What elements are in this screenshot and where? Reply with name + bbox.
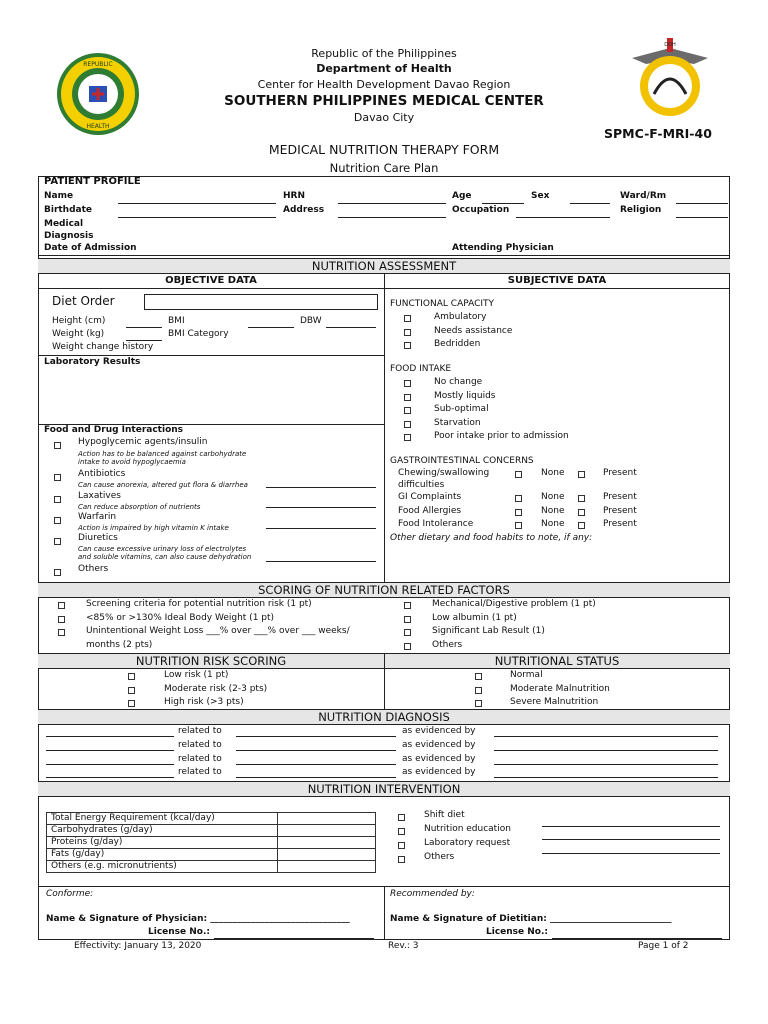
birthdate-label: Birthdate [44, 205, 93, 215]
address-field[interactable] [338, 217, 446, 218]
drug-item [52, 564, 382, 578]
signs-field[interactable] [494, 736, 718, 737]
checkbox[interactable] [404, 315, 411, 322]
problem-field[interactable] [46, 777, 174, 778]
related-label: related to [178, 739, 222, 750]
medical-label: Medical [44, 219, 84, 229]
gi-table [398, 468, 728, 533]
etiology-field[interactable] [236, 736, 396, 737]
option-label: Shift diet [424, 810, 465, 820]
religion-field[interactable] [676, 217, 728, 218]
drug-list [52, 437, 382, 578]
ward-field[interactable] [676, 203, 728, 204]
checkbox[interactable] [404, 329, 411, 336]
hrn-label: HRN [283, 191, 305, 201]
occupation-label: Occupation [452, 205, 510, 215]
option-label: Moderate risk (2-3 pts) [164, 683, 268, 694]
drug-field[interactable] [266, 507, 376, 508]
option-label: Normal [510, 670, 543, 680]
checkbox[interactable] [475, 673, 482, 680]
drug-note: intake to avoid hypoglycaemia [78, 458, 186, 466]
objective-data-header: OBJECTIVE DATA [165, 275, 257, 286]
weight-label: Weight (kg) [52, 329, 105, 339]
none-checkbox[interactable] [515, 495, 522, 502]
list-item [398, 824, 724, 838]
intervention-band: NUTRITION INTERVENTION [38, 781, 730, 797]
evidenced-label: as evidenced by [402, 739, 476, 750]
related-label: related to [178, 753, 222, 764]
physician-label: Attending Physician [452, 243, 554, 253]
svg-text:DOH: DOH [664, 42, 676, 48]
option-label: No change [434, 377, 483, 387]
gi-label: Chewing/swallowing [398, 468, 490, 478]
checkbox[interactable] [404, 421, 411, 428]
list-item [404, 626, 724, 640]
dietitian-signature-label: Name & Signature of Dietitian: ___________________________ [390, 914, 672, 924]
checkbox[interactable] [54, 496, 61, 503]
checkbox[interactable] [58, 629, 65, 636]
checkbox[interactable] [404, 394, 411, 401]
gi-concerns-title: GASTROINTESTINAL CONCERNS [390, 456, 534, 466]
republic-line: Republic of the Philippines [311, 47, 457, 60]
drug-name: Laxatives [78, 491, 121, 501]
checkbox[interactable] [54, 442, 61, 449]
patient-profile-title: PATIENT PROFILE [44, 176, 141, 187]
physician-signature-label: Name & Signature of Physician: _______________________________ [46, 914, 350, 924]
evidenced-label: as evidenced by [402, 767, 476, 778]
none-label: None [541, 492, 565, 502]
row-value[interactable] [278, 861, 376, 873]
food-intake-title: FOOD INTAKE [390, 364, 452, 374]
diet-order-label: Diet Order [52, 294, 115, 308]
gi-label-cont: difficulties [398, 480, 445, 490]
drug-name: Warfarin [78, 512, 117, 522]
list-item [404, 613, 724, 627]
department-line: Department of Health [316, 62, 452, 75]
table-row [47, 813, 376, 825]
present-label: Present [603, 468, 637, 478]
weight-field[interactable] [126, 340, 162, 341]
dbw-field[interactable] [326, 327, 376, 328]
option-label: Needs assistance [434, 325, 513, 336]
drug-name: Diuretics [78, 533, 118, 543]
none-checkbox[interactable] [515, 522, 522, 529]
gi-label: GI Complaints [398, 492, 462, 502]
drug-item [52, 491, 382, 512]
diagnosis-row [44, 726, 724, 740]
etiology-field[interactable] [236, 764, 396, 765]
option-label: Mostly liquids [434, 390, 496, 401]
list-item [404, 640, 724, 654]
physician-license-label: License No.: [148, 927, 210, 937]
option-label: Starvation [434, 417, 481, 428]
diagnosis-row [44, 754, 724, 768]
drug-item [52, 469, 382, 491]
checkbox[interactable] [58, 602, 65, 609]
drug-name: Others [78, 564, 109, 574]
intervention-right-list [398, 810, 724, 866]
blank-line[interactable] [542, 826, 720, 827]
option-label: Others [424, 852, 455, 862]
option-label: Low risk (1 pt) [164, 670, 229, 680]
admission-label: Date of Admission [44, 243, 137, 253]
svg-text:HEALTH: HEALTH [86, 123, 110, 130]
checkbox[interactable] [404, 629, 411, 636]
option-label: Significant Lab Result (1) [432, 626, 545, 636]
option-label: Nutrition education [424, 824, 511, 834]
none-label: None [541, 468, 565, 478]
drug-field[interactable] [266, 561, 376, 562]
checkbox[interactable] [404, 616, 411, 623]
none-label: None [541, 519, 565, 529]
drug-note: Can cause excessive urinary loss of electrolytes [78, 545, 247, 553]
other-habits-label: Other dietary and food habits to note, if any: [390, 533, 593, 543]
option-label: Laboratory request [424, 838, 511, 848]
gi-label: Food Allergies [398, 505, 462, 516]
checkbox[interactable] [398, 814, 405, 821]
option-label: months (2 pts) [86, 639, 153, 650]
occupation-field[interactable] [516, 217, 610, 218]
list-item [58, 599, 378, 613]
recommended-label: Recommended by: [390, 889, 475, 899]
diagnosis-row [44, 740, 724, 754]
drug-item [52, 512, 382, 533]
nutritional-status-header: NUTRITIONAL STATUS [494, 654, 620, 668]
drug-note: and soluble vitamins, can also cause dehydration [78, 553, 252, 561]
drug-field[interactable] [266, 528, 376, 529]
checkbox[interactable] [404, 407, 411, 414]
scoring-left-list [58, 599, 378, 653]
age-label: Age [452, 191, 472, 201]
option-label: High risk (>3 pts) [164, 697, 244, 707]
option-label: Moderate Malnutrition [510, 683, 610, 694]
sex-label: Sex [531, 191, 550, 201]
option-label: Poor intake prior to admission [434, 431, 569, 441]
drug-note: Can reduce absorption of nutrients [78, 503, 201, 511]
list-item [398, 810, 724, 824]
form-title: MEDICAL NUTRITION THERAPY FORM [268, 142, 500, 157]
scoring-band: SCORING OF NUTRITION RELATED FACTORS [38, 582, 730, 598]
present-label: Present [603, 519, 637, 529]
list-item-cont [58, 640, 378, 654]
effectivity-text: Effectivity: January 13, 2020 [74, 941, 202, 951]
spmc-seal-right [624, 34, 716, 120]
row-value[interactable] [278, 813, 376, 825]
option-label: Severe Malnutrition [510, 697, 599, 707]
drug-item [52, 437, 382, 469]
present-checkbox[interactable] [578, 495, 585, 502]
none-label: None [541, 505, 565, 516]
checkbox[interactable] [128, 700, 135, 707]
etiology-field[interactable] [236, 750, 396, 751]
present-label: Present [603, 492, 637, 502]
hrn-field[interactable] [338, 203, 446, 204]
name-label: Name [44, 191, 74, 201]
address-label: Address [283, 205, 325, 215]
checkbox[interactable] [398, 828, 405, 835]
signs-field[interactable] [494, 750, 718, 751]
problem-field[interactable] [46, 764, 174, 765]
revision-text: Rev.: 3 [388, 941, 419, 951]
city-line: Davao City [353, 111, 415, 124]
diagnosis-lines [44, 726, 724, 781]
gi-row [398, 506, 728, 520]
drug-name: Hypoglycemic agents/insulin [78, 437, 208, 447]
drug-note: Can cause anorexia, altered gut flora & diarrhea [78, 481, 248, 489]
lab-results-label: Laboratory Results [44, 357, 141, 367]
option-label: Mechanical/Digestive problem (1 pt) [432, 599, 596, 609]
list-item [58, 613, 378, 627]
checkbox[interactable] [54, 569, 61, 576]
checkbox[interactable] [404, 643, 411, 650]
checkbox[interactable] [54, 474, 61, 481]
bmi-field[interactable] [248, 327, 294, 328]
drug-note: Action has to be balanced against carbohydrate [78, 450, 247, 458]
list-item [398, 852, 724, 866]
row-value[interactable] [278, 825, 376, 837]
sex-field[interactable] [570, 203, 610, 204]
row-label: Others (e.g. micronutrients) [47, 861, 278, 873]
checkbox[interactable] [58, 616, 65, 623]
evidenced-label: as evidenced by [402, 753, 476, 764]
gi-row [398, 468, 728, 492]
requirements-table [46, 812, 376, 873]
present-checkbox[interactable] [578, 509, 585, 516]
dbw-label: DBW [300, 316, 322, 326]
present-checkbox[interactable] [578, 471, 585, 478]
table-row [47, 825, 376, 837]
form-subtitle: Nutrition Care Plan [329, 161, 439, 175]
option-label: Sub-optimal [434, 404, 489, 414]
row-value[interactable] [278, 837, 376, 849]
scoring-right-list [404, 599, 724, 653]
checkbox[interactable] [54, 517, 61, 524]
functional-capacity-title: FUNCTIONAL CAPACITY [390, 299, 495, 309]
diet-order-field[interactable] [144, 294, 378, 310]
checkbox[interactable] [128, 687, 135, 694]
checkbox[interactable] [475, 687, 482, 694]
problem-field[interactable] [46, 736, 174, 737]
table-row [47, 849, 376, 861]
doh-seal-left [56, 52, 140, 136]
bmi-label: BMI [168, 316, 185, 326]
checkbox[interactable] [404, 602, 411, 609]
option-label: <85% or >130% Ideal Body Weight (1 pt) [86, 612, 275, 623]
signs-field[interactable] [494, 764, 718, 765]
option-label: Bedridden [434, 339, 481, 349]
diagnosis-band: NUTRITION DIAGNOSIS [38, 709, 730, 725]
evidenced-label: as evidenced by [402, 726, 476, 736]
problem-field[interactable] [46, 750, 174, 751]
list-item [398, 838, 724, 852]
weight-change-label: Weight change history [52, 342, 154, 352]
table-row [47, 837, 376, 849]
checkbox[interactable] [404, 342, 411, 349]
ward-label: Ward/Rm [620, 191, 667, 201]
gi-row [398, 519, 728, 533]
form-code: SPMC-F-MRI-40 [604, 126, 712, 141]
center-line: Center for Health Development Davao Region [257, 78, 511, 91]
checkbox[interactable] [54, 538, 61, 545]
diagnosis-label: Diagnosis [44, 231, 94, 241]
drug-name: Antibiotics [78, 469, 126, 479]
bmi-category-label: BMI Category [168, 329, 229, 339]
row-value[interactable] [278, 849, 376, 861]
drug-item [52, 533, 382, 564]
row-label: Fats (g/day) [47, 849, 278, 861]
checkbox[interactable] [398, 842, 405, 849]
gi-label: Food Intolerance [398, 519, 474, 529]
name-field[interactable] [118, 203, 276, 204]
none-checkbox[interactable] [515, 509, 522, 516]
related-label: related to [178, 726, 222, 736]
hospital-name: SOUTHERN PHILIPPINES MEDICAL CENTER [224, 93, 544, 109]
dietitian-license-field[interactable] [552, 938, 722, 939]
religion-label: Religion [620, 205, 662, 215]
table-row [47, 861, 376, 873]
height-label: Height (cm) [52, 316, 106, 326]
gi-row [398, 492, 728, 506]
age-field[interactable] [482, 203, 524, 204]
row-label: Total Energy Requirement (kcal/day) [47, 813, 278, 825]
checkbox[interactable] [398, 856, 405, 863]
checkbox[interactable] [128, 673, 135, 680]
list-item [58, 626, 378, 640]
birthdate-field[interactable] [118, 217, 276, 218]
dietitian-license-label: License No.: [486, 927, 548, 937]
option-label: Others [432, 639, 463, 650]
svg-text:REPUBLIC: REPUBLIC [83, 61, 113, 68]
page-number: Page 1 of 2 [638, 941, 689, 951]
option-label: Screening criteria for potential nutrition risk (1 pt) [86, 599, 312, 609]
option-label: Unintentional Weight Loss ___% over ___% over ___ weeks/ [86, 626, 350, 636]
risk-scoring-header: NUTRITION RISK SCORING [135, 654, 287, 668]
related-label: related to [178, 767, 222, 778]
list-item [404, 599, 724, 613]
signs-field[interactable] [494, 777, 718, 778]
subjective-data-header: SUBJECTIVE DATA [507, 275, 607, 286]
etiology-field[interactable] [236, 777, 396, 778]
option-label: Low albumin (1 pt) [432, 612, 517, 623]
checkbox[interactable] [475, 700, 482, 707]
conforme-label: Conforme: [46, 889, 94, 899]
checkbox[interactable] [404, 380, 411, 387]
row-label: Proteins (g/day) [47, 837, 278, 849]
present-checkbox[interactable] [578, 522, 585, 529]
diagnosis-row [44, 767, 724, 781]
option-label: Ambulatory [434, 312, 487, 322]
fdi-title: Food and Drug Interactions [44, 425, 184, 435]
row-label: Carbohydrates (g/day) [47, 825, 278, 837]
physician-license-field[interactable] [214, 938, 374, 939]
drug-field[interactable] [266, 487, 376, 488]
height-field[interactable] [126, 327, 162, 328]
checkbox[interactable] [404, 434, 411, 441]
drug-note: Action is impaired by high vitamin K intake [78, 524, 229, 532]
nutrition-assessment-band: NUTRITION ASSESSMENT [38, 258, 730, 274]
none-checkbox[interactable] [515, 471, 522, 478]
present-label: Present [603, 505, 637, 516]
